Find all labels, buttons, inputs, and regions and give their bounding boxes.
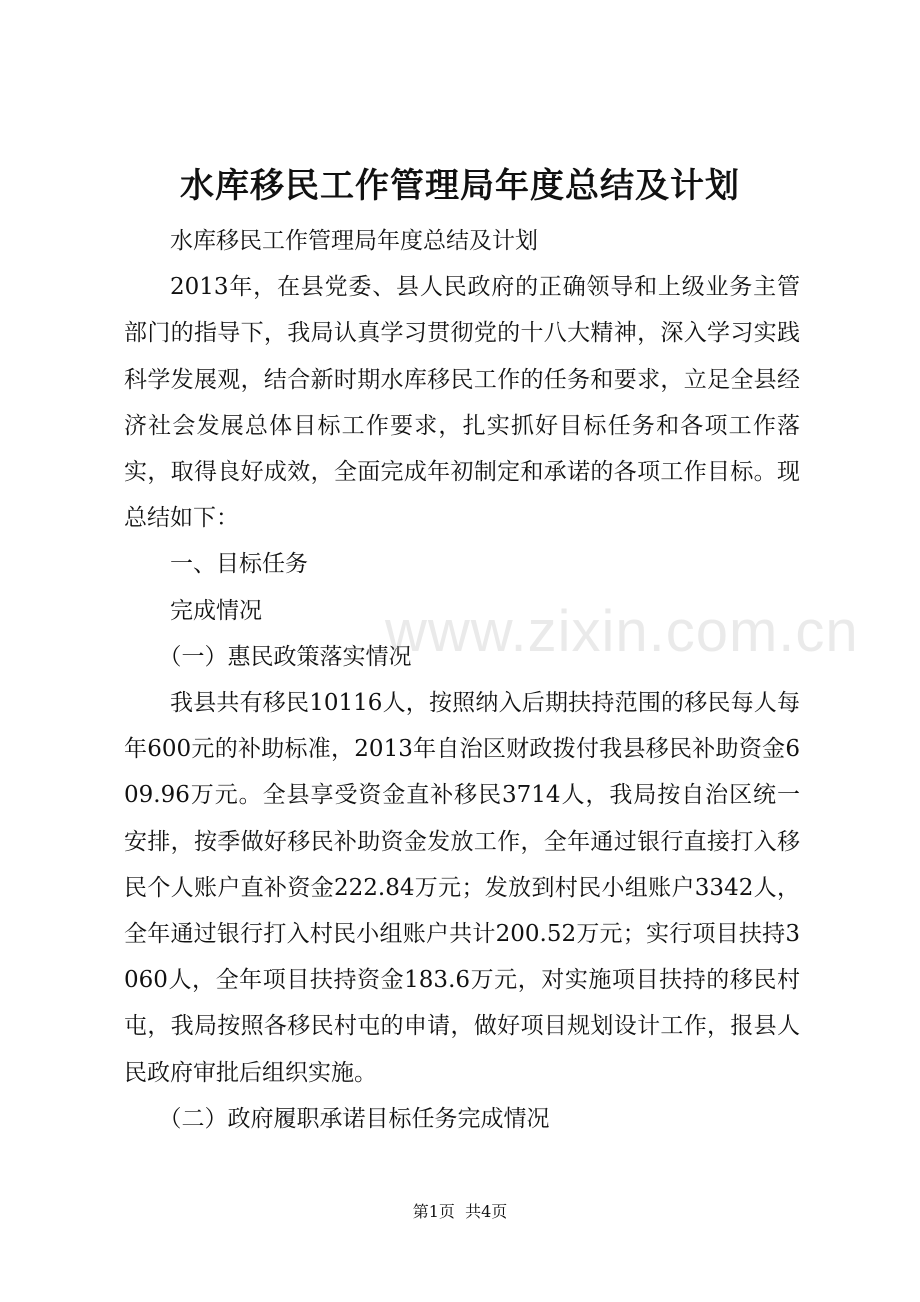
watermark: www.zixin.com.cn bbox=[385, 599, 859, 664]
document-title: 水库移民工作管理局年度总结及计划 bbox=[180, 166, 740, 206]
section-heading: 一、目标任务 bbox=[170, 551, 308, 578]
page-footer: 第1页 共4页 bbox=[412, 1202, 508, 1221]
subsection-heading-1: （一）惠民政策落实情况 bbox=[158, 643, 412, 670]
subsection-heading-2: （二）政府履职承诺目标任务完成情况 bbox=[158, 1105, 550, 1132]
document-body bbox=[124, 218, 800, 1142]
section-heading-continued: 完成情况 bbox=[170, 597, 262, 624]
intro-paragraph: 2013年，在县党委、县人民政府的正确领导和上级业务主管部门的指导下，我局认真学习贯彻党的十八大精神，深入学习实践科学发展观，结合新时期水库移民工作的任务和要求，立足全县经济社会发展总体目标工作要求，扎实抓好目标任务和各项工作落实，取得良好成效，全面完成年初制定和承诺的各项工作目标。现总结如下： bbox=[124, 274, 800, 532]
policy-paragraph: 我县共有移民10116人，按照纳入后期扶持范围的移民每人每年600元的补助标准，2013年自治区财政拨付我县移民补助资金609.96万元。全县享受资金直补移民3714人，我局按自治区统一安排，按季做好移民补助资金发放工作，全年通过银行直接打入移民个人账户直补资金222.84万元；发放到村民小组账户3342人，全年通过银行打入村民小组账户共计200.52万元；实行项目扶持3060人，全年项目扶持资金183.6万元，对实施项目扶持的移民村屯，我局按照各移民村屯的申请，做好项目规划设计工作，报县人民政府审批后组织实施。 bbox=[124, 690, 800, 1086]
subtitle-paragraph: 水库移民工作管理局年度总结及计划 bbox=[170, 228, 538, 254]
